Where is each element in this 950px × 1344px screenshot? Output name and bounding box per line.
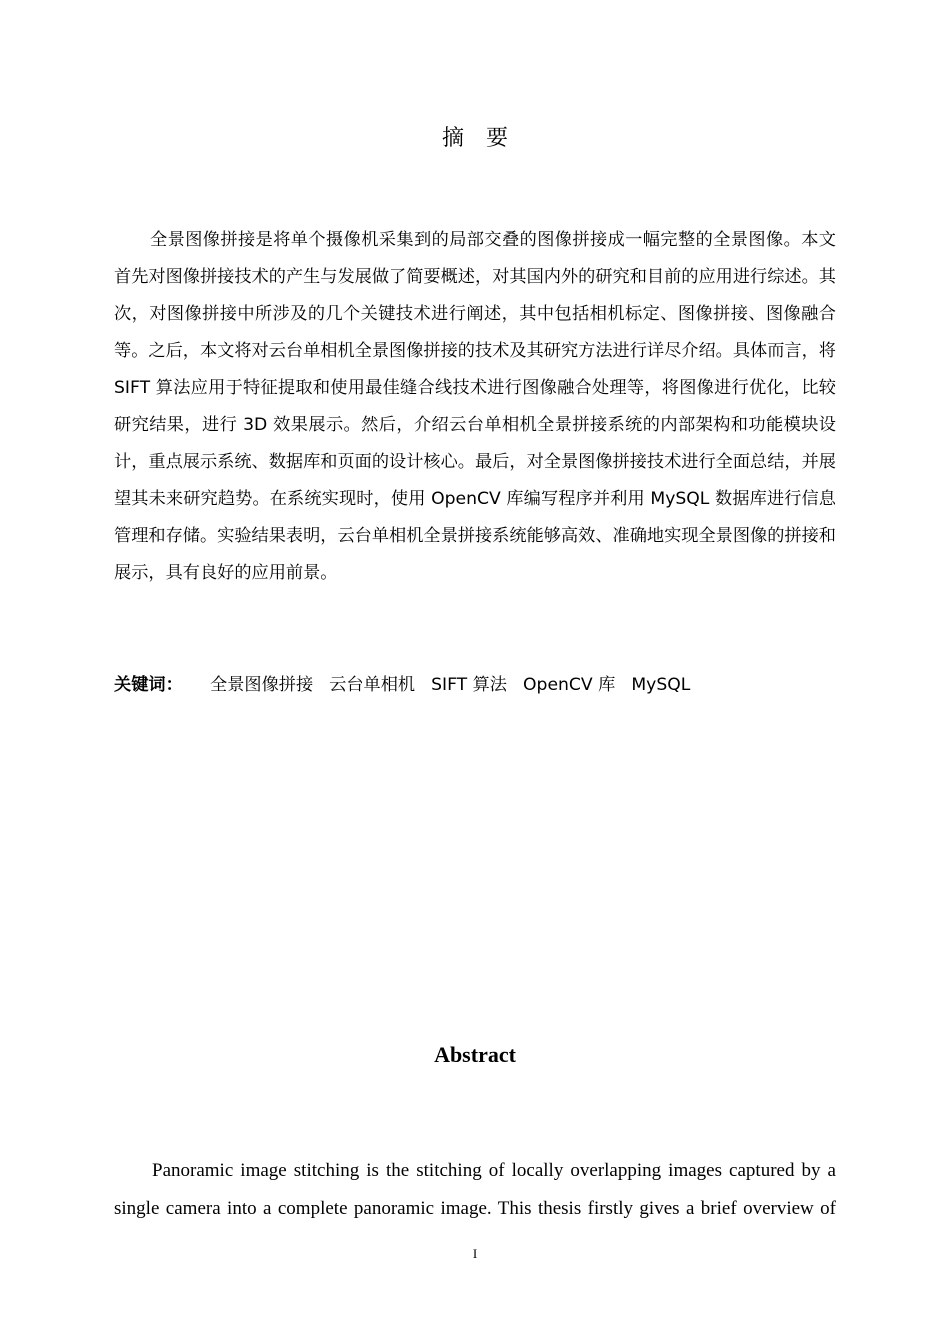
abstract-cn-body: 全景图像拼接是将单个摄像机采集到的局部交叠的图像拼接成一幅完整的全景图像。本文首先对图像拼接技术的产生与发展做了简要概述，对其国内外的研究和目前的应用进行综述。其次，对图像拼接中所涉及的几个关键技术进行阐述，其中包括相机标定、图像拼接、图像融合等。之后，本文将对云台单相机全景图像拼接的技术及其研究方法进行详尽介绍。具体而言，将 SIFT 算法应用于特征提取和使用最佳缝合线技术进行图像融合处理等，将图像进行优化，比较研究结果，进行 3D 效果展示。然后，介绍云台单相机全景拼接系统的内部架构和功能模块设计，重点展示系统、数据库和页面的设计核心。最后，对全景图像拼接技术进行全面总结，并展望其未来研究趋势。在系统实现时，使用 OpenCV 库编写程序并利用 MySQL 数据库进行信息管理和存储。实验结果表明，云台单相机全景拼接系统能够高效、准确地实现全景图像的拼接和展示，具有良好的应用前景。 <box>114 230 836 583</box>
page-number: I <box>472 1246 478 1261</box>
keyword-item: OpenCV 库 <box>523 675 616 695</box>
keyword-item: 云台单相机 <box>329 675 416 695</box>
abstract-en-body: Panoramic image stitching is the stitching of locally overlapping images captured by a single camera into a complete panoramic image. This thesis firstly gives a brief overview of <box>114 1160 836 1219</box>
keyword-item: SIFT 算法 <box>431 675 507 695</box>
keywords-line <box>114 668 836 702</box>
keyword-item: MySQL <box>631 675 691 695</box>
keywords-label: 关键词： <box>114 675 183 695</box>
abstract-cn-title: 摘要 <box>441 126 530 151</box>
abstract-en-title: Abstract <box>434 1042 516 1067</box>
keyword-item: 全景图像拼接 <box>210 675 314 695</box>
